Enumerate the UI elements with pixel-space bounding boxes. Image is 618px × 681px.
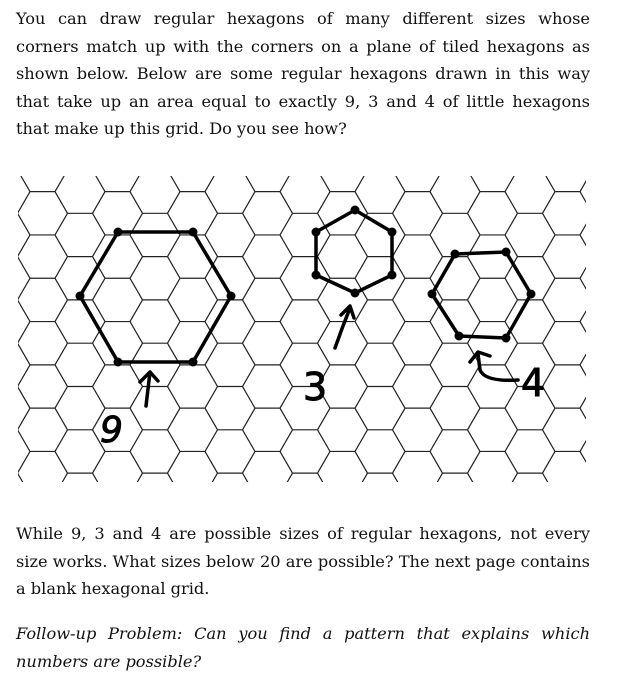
- hex-cells: [0, 170, 618, 490]
- hexagon-area-4: [432, 252, 531, 338]
- question-paragraph: While 9, 3 and 4 are possible sizes of regular hexagons, not every size works. What sizes below 20 are possible? The next page contains a blank hexagonal grid.: [16, 524, 590, 599]
- hexagon-area-3: [316, 210, 392, 293]
- intro-paragraph: You can draw regular hexagons of many different sizes whose corners match up with the corners on a plane of tiled hexagons as shown below. Below are some regular hexagons drawn in this way that take up an area equal to exactly 9, 3 and 4 of little hexagons that make up this grid. Do you see how?: [16, 9, 590, 139]
- label-four: 4: [521, 361, 546, 405]
- hex-tiling-grid: [0, 170, 618, 490]
- hexagon-grid-figure: [0, 170, 618, 490]
- hexagon-area-9: [80, 232, 231, 362]
- vertex-dots: [76, 206, 536, 367]
- label-nine: 9: [100, 410, 123, 451]
- arrow-to-hexagon-9: [140, 372, 158, 406]
- followup-problem: Follow-up Problem: Can you find a pattern that explains which numbers are possible?: [16, 624, 590, 671]
- label-three: 3: [303, 365, 328, 409]
- arrow-to-hexagon-3: [335, 306, 354, 348]
